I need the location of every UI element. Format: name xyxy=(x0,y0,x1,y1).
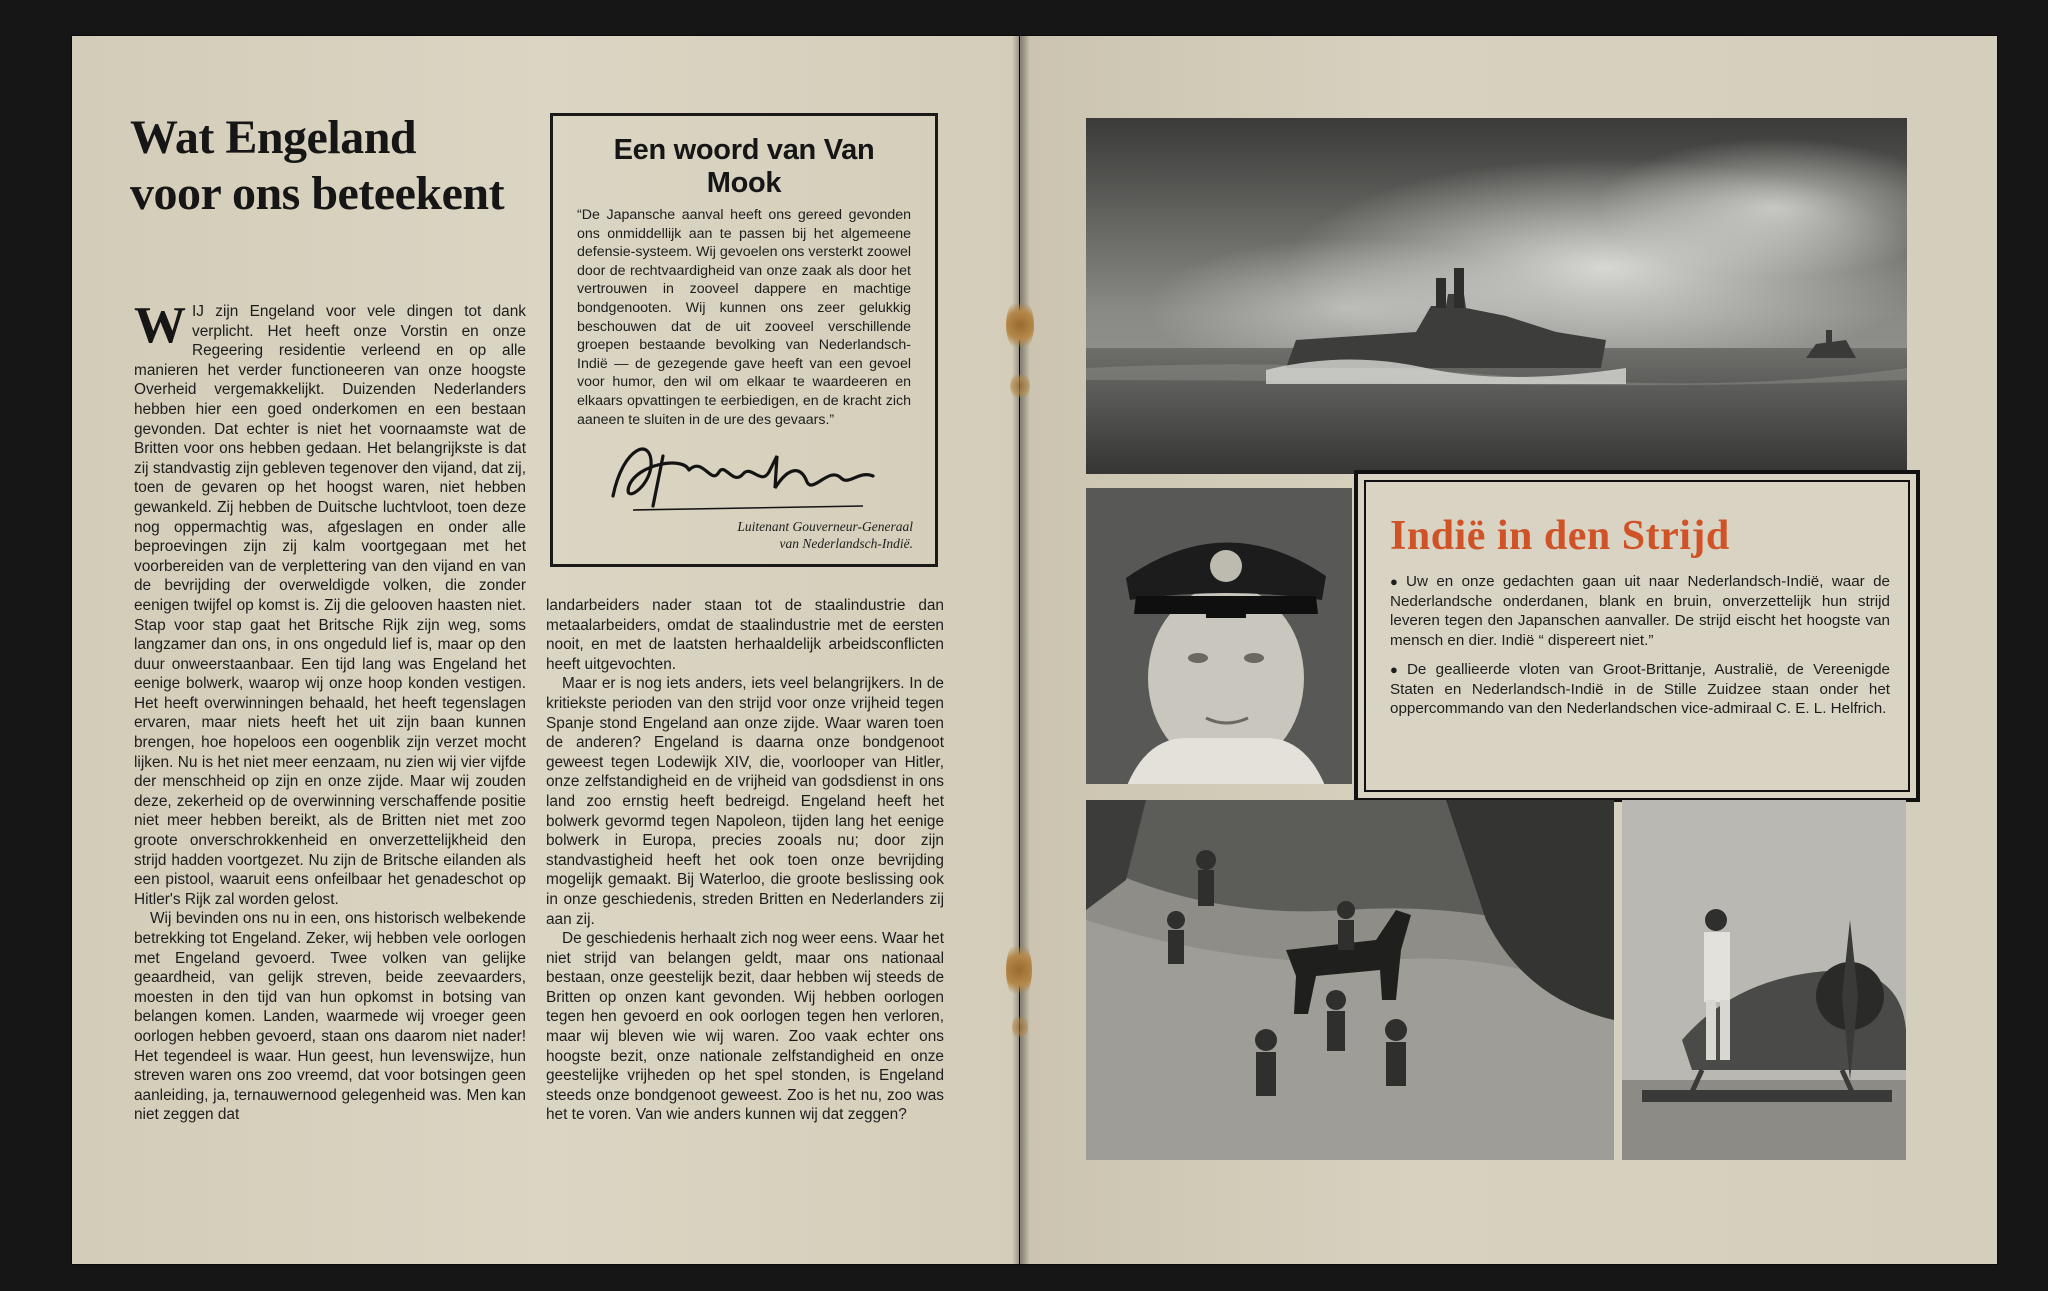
signature-image xyxy=(593,426,893,516)
bullet-icon: ● xyxy=(1390,574,1403,589)
rust-stain xyxy=(1006,298,1034,352)
list-item xyxy=(1390,660,1890,719)
article-paragraph: Maar er is nog iets anders, iets veel belangrijkers. In de kritiekste perioden van den strijd voor onze vrijheid tegen Spanje stond Engeland aan onze zijde. Waar waren toen de anderen? Engeland is daarna onze bondgenoot geweest tegen Lodewijk XIV, die, voorlooper van Hitler, onze zelfstandigheid en de vrijheid van godsdienst in ons land zoo ernstig heeft bedreigd. Engeland heeft het bolwerk gevormd tegen Napoleon, tijden lang het eenige bolwerk in Europa, precies zooals nu; door zijn standvastigheid heeft het ook toen onze bevrijding mogelijk gemaakt. Bij Waterloo, die groote beslissing ook in onze geschiedenis, streden Britten en Nederlanders zij aan zij. xyxy=(546,675,944,928)
article-paragraph: De geschiedenis herhaalt zich nog weer eens. Waar het niet strijd van belangen geldt, maar ons nationaal bestaan, onze geestelijk bezit, daar hebben wij steeds de Britten op onzen kant gevonden. Wij hebben oorlogen tegen hen gevoerd en ook oorlogen tegen hen verloren, maar wij bleven wie wij waren. Zoo vaak echter ons hoogste bezit, onze nationale zelfstandigheid en onze geestelijke vrijheden op het spel stonden, is Engeland steeds onze bondgenoot geweest. Zoo is het nu, zoo was het te voren. Van wie anders kunnen wij dat zeggen? xyxy=(546,930,944,1124)
van-mook-quote-box xyxy=(550,113,938,567)
list-item xyxy=(1390,572,1890,650)
indie-strijd-list xyxy=(1390,572,1890,719)
indie-strijd-box-inner xyxy=(1364,480,1910,792)
indie-strijd-box xyxy=(1354,470,1920,802)
article-column-1 xyxy=(134,302,526,1152)
article-paragraph: landarbeiders nader staan tot de staalindustrie dan metaalarbeiders, omdat de staalindustrie met de eersten nooit, en met de laatsten herhaaldelijk arbeidsconflicten heeft uitgevochten. xyxy=(546,597,944,673)
article-paragraph: Wij bevinden ons nu in een, ons historisch welbekende betrekking tot Engeland. Zeker, wij hebben vele oorlogen met Engeland gevoerd. Twee volken van gelijke geaardheid, van gelijk streven, beide zeevaarders, moesten in den tijd van hun opkomst in botsing van belangen komen. Landen, waarmede wij vroeger geen oorlogen hebben gevoerd, staan ons daarom niet nader! Het tegendeel is waar. Hun geest, hun levenswijze, hun streven waren ons zoo vreemd, dat voor botsingen geen aanleiding, ja, ternauwernood gelegenheid was. Men kan niet zeggen dat xyxy=(134,910,526,1124)
signature-caption-line: van Nederlandsch-Indië. xyxy=(779,536,913,551)
indie-strijd-title: Indië in den Strijd xyxy=(1390,513,1730,559)
signature-caption-line: Luitenant Gouverneur-Generaal xyxy=(737,519,913,534)
warship-photo xyxy=(1086,118,1907,474)
admiral-portrait-photo xyxy=(1086,488,1352,784)
soldiers-river-photo xyxy=(1086,800,1614,1160)
list-item-text: De geallieerde vloten van Groot-Brittanje, Australië, de Vereenigde Staten en Nederlandsch-Indië in de Stille Zuidzee staan onder het oppercommando van den Nederlandschen vice-admiraal C. E. L. Helfrich. xyxy=(1390,661,1890,717)
page-gutter xyxy=(1012,36,1030,1264)
signature-caption xyxy=(737,518,913,552)
article-headline: Wat Engeland voor ons beteekent xyxy=(130,111,505,220)
bullet-icon: ● xyxy=(1390,662,1403,677)
van-mook-quote: “De Japansche aanval heeft ons gereed gevonden ons onmiddellijk aan te passen bij het algemeene defensie-systeem. Wij gevoelen ons versterkt zoowel door de rechtvaardigheid van onze zaak als door het vertrouwen in zooveel dappere en machtige bondgenooten. Wij kunnen ons zeer gelukkig beschouwen dat de uit zooveel verschillende groepen bestaande bevolking van Nederlandsch-Indië — de gezegende gave heeft van een gevoel voor humor, den wil om elkaar te waardeeren en elkaars opvattingen te eerbiedigen, en de kracht zich aaneen te sluiten in de ure des gevaars.” xyxy=(577,207,911,428)
drop-cap: W xyxy=(134,302,186,354)
article-column-2 xyxy=(546,596,944,1156)
list-item-text: Uw en onze gedachten gaan uit naar Nederlandsch-Indië, waar de Nederlandsche onderdanen, blank en bruin, onverzettelijk hun strijd leveren tegen den Japanschen aanvaller. De strijd eischt het hoogste van mensch en dier. Indië “ dispereert niet.” xyxy=(1390,573,1891,649)
article-paragraph: IJ zijn Engeland voor vele dingen tot dank verplicht. Het heeft onze Vorstin en onze Regeering residentie verleend en op alle manieren het verder functioneeren van onze hoogste Overheid vergemakkelijkt. Duizenden Nederlanders hebben hier een goed onderkomen en een bestaan gevonden. Dat echter is niet het voornaamste wat de Britten voor ons hebben gedaan. Het belangrijkste is dat zij standvastig zijn gebleven tegenover den vijand, dat zij, toen de gevaren op het hoogst waren, niet hebben gewankeld. Zij hebben de Duitsche luchtvloot, toen deze nog oppermachtig was, afgeslagen en onder alle beproevingen zijn zij kalm voortgegaan met het voorbereiden van de verplettering van den vijand en van de bevrijding der overweldigde volken, die zonder eenigen twijfel op komst is. Zij die gelooven haasten niet. Stap voor stap gaat het Britsche Rijk zijn weg, soms langzamer dan ons, in ons ongeduld lief is, maar op den duur onweerstaanbaar. Een tijd lang was Engeland het eenige bolwerk, waarop wij onze hoop konden vestigen. Het heeft overwinningen behaald, het heeft tegenslagen ervaren, maar niets heeft het uit zijn baan kunnen brengen, hoe hopeloos een oogenblik zijn verzet mocht lijken. Nu is het niet meer eenzaam, nu zien wij vier vijfde der menschheid op zijn en onze zijde. Maar wij zouden deze, zekerheid op de overwinning verschaffende positie niet meer hebben bereikt, als de Britten niet met zoo groote onverschrokkenheid en onverzettelijkheid den strijd hadden voortgezet. Nu zijn de Britsche eilanden als een pistool, waaruit eens onfeilbaar het genadeschot op Hitler's Rijk zal worden gelost. xyxy=(134,303,526,908)
seaplane-mechanic-photo xyxy=(1622,800,1906,1160)
rust-stain xyxy=(1006,940,1032,1000)
rust-stain xyxy=(1010,372,1030,400)
quote-box-title: Een woord van Van Mook xyxy=(613,134,875,199)
rust-stain xyxy=(1012,1014,1028,1040)
